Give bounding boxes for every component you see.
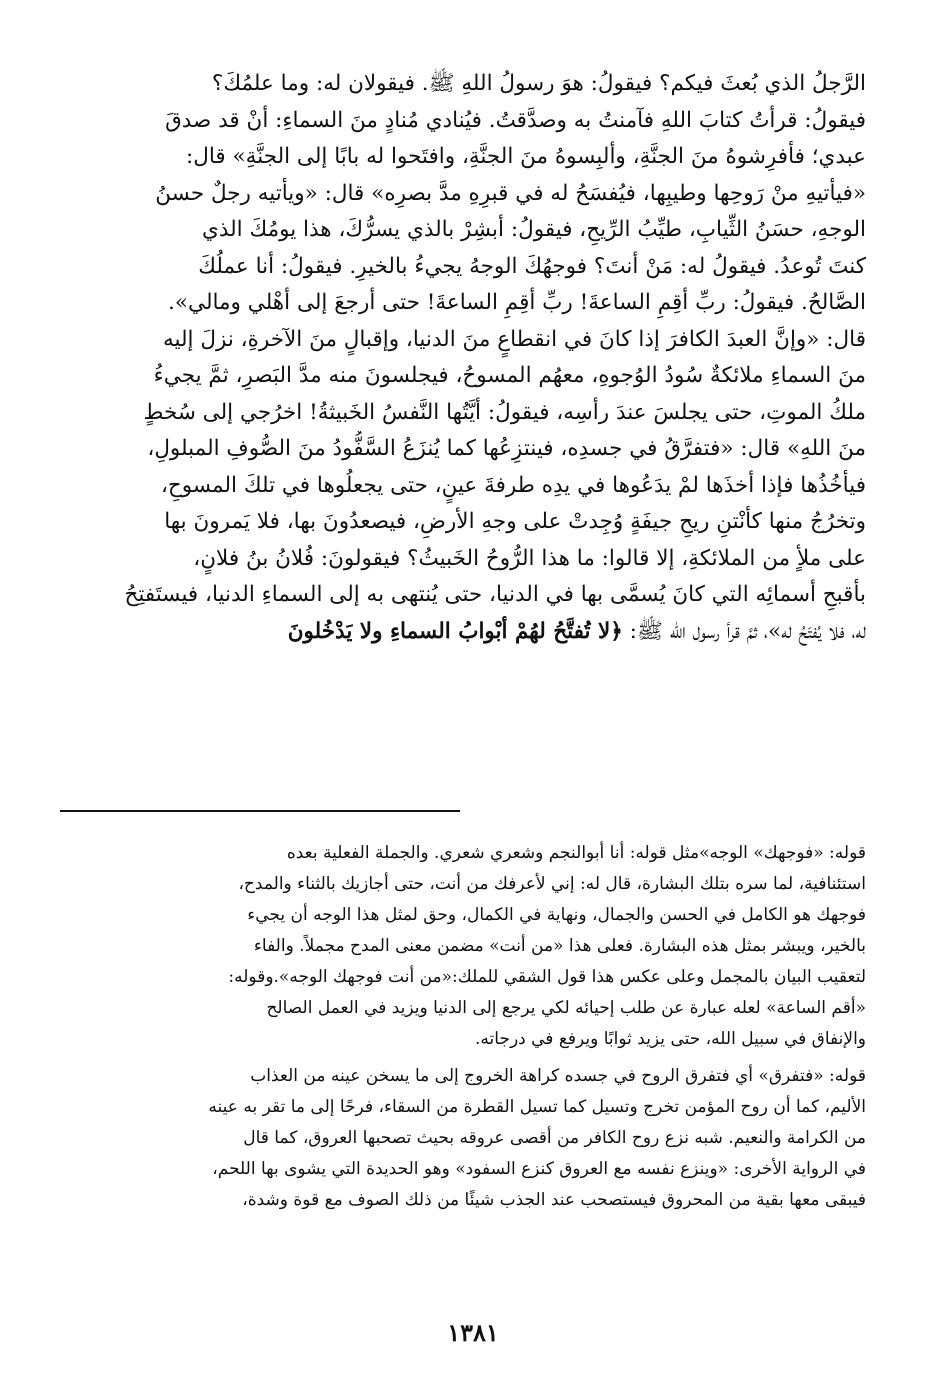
text-line-last — [70, 614, 866, 651]
footnote-paragraph — [70, 1061, 866, 1216]
text-line: الوجهِ، حسَنُ الثِّيابِ، طيِّبُ الرِّيحِ، فيقولُ: أبشِرْ بالذي يسرُّكَ، هذا يومُكَ الذي — [202, 217, 866, 242]
text-line: الصَّالحُ. فيقولُ: ربِّ أقِمِ الساعةَ! ربِّ أقِمِ الساعةَ! حتى أرجعَ إلى أهْلي ومالي». — [168, 290, 866, 315]
footnotes — [70, 838, 866, 1216]
footnote-line: قوله: «فتفرق» أي فتفرق الروح في جسده كراهة الخروج إلى ما يسخن عينه من العذاب — [250, 1066, 866, 1086]
footnote-line: الأليم، كما أن روح المؤمن تخرج وتسيل كما تسيل القطرة من السقاء، فرحًا إلى ما تقر به عينه — [208, 1097, 866, 1117]
text-line: فيقولُ: قرأتُ كتابَ اللهِ فآمنتُ به وصدَّقتُ. فيُنادي مُنادٍ منَ السماءِ: أنْ قد صدقَ — [165, 107, 866, 133]
text-line: الرَّجلُ الذي بُعثَ فيكم؟ فيقولُ: هوَ رسولُ اللهِ ﷺ. فيقولان له: وما علمُكَ؟ — [211, 71, 866, 96]
page-number: ١٣٨١ — [447, 1318, 499, 1347]
footnote-line: «أقم الساعة» لعله عبارة عن طلب إحيائه لكي يرجع إلى الدنيا ويزيد في العمل الصالح — [266, 998, 866, 1018]
text-line: فيأخُذُها فإذا أخذَها لمْ يدَعُوها في يدِه طرفةَ عينٍ، حتى يجعلُوها في تلكَ المسوحِ، — [160, 472, 866, 498]
footnote-divider — [60, 810, 460, 812]
text-line: وتخرُجُ منها كأنْتنِ ريحِ جيفَةٍ وُجِدتْ على وجهِ الأرضِ، فيصعدُونَ بها، فلا يَمرونَ بها — [164, 509, 866, 534]
footnote-line: من الكرامة والنعيم. شبه نزع روح الكافر من أقصى عروقه بحيث تصحبها العروق، كما قال — [243, 1128, 866, 1148]
footnote-line: فوجهك هو الكامل في الحسن والجمال، ونهاية في الكمال، وحق لمثل هذا الوجه أن يجيء — [247, 905, 866, 925]
text-line: قال: «وإنَّ العبدَ الكافرَ إذا كانَ في انقطاعٍ منَ الدنيا، وإقبالٍ منَ الآخرةِ، نزلَ إليه — [162, 326, 866, 352]
footnote-line: قوله: «فوجهك» الوجه»مثل قوله: أنا أبوالنجم وشعري شعري. والجملة الفعلية بعده — [286, 843, 866, 863]
text-line: كنتَ تُوعدُ. فيقولُ له: مَنْ أنتَ؟ فوجهُكَ الوجهُ يجيءُ بالخيرِ. فيقولُ: أنا عملُكَ — [198, 253, 866, 279]
hadith-text — [70, 66, 866, 650]
text-line: منَ السماءِ ملائكةٌ سُودُ الوُجوهِ، معهُم المسوحُ، فيجلسونَ منه مدَّ البَصرِ، ثمَّ يجيءُ — [153, 363, 866, 388]
text-line: بأقبحِ أسمائِه التي كانَ يُسمَّى بها في الدنيا، حتى يُنتهى به إلى السماءِ الدنيا، فيستَفتِحُ — [124, 582, 866, 607]
footnote-line: بالخير، ويبشر بمثل هذه البشارة. فعلى هذا «من أنت» مضمن معنى المدح مجملاً. والفاء — [253, 936, 866, 956]
quran-verse: ﴿لا تُفتَّحُ لهُمْ أبْوابُ السماءِ ولا يَدْخُلونَ — [287, 618, 623, 644]
footnote-line: فيبقى معها بقية من المحروق فيستصحب عند الجذب شيئًا من ذلك الصوف مع قوة وشدة، — [242, 1190, 866, 1210]
footnote-line: والإنفاق في سبيل الله، حتى يزيد ثوابًا ويرفع في درجاته. — [475, 1029, 866, 1049]
last-line-prefix: له، فلا يُفتَحُ له»، ثمَّ قرأ رسول الله ﷺ: — [622, 618, 866, 644]
footnote-line: في الرواية الأخرى: «وينزع نفسه مع العروق كنزع السفود» وهو الحديدة التي يشوى بها اللحم، — [212, 1159, 866, 1179]
text-line: «فيأتيهِ منْ رَوحِها وطيبِها، فيُفسَحُ له في قبرِهِ مدَّ بصرِه» قال: «ويأتيه رجلٌ حسنُ — [155, 180, 866, 206]
text-line: على ملأٍ من الملائكةِ، إلا قالوا: ما هذا الرُّوحُ الخَبيثُ؟ فيقولونَ: فُلانُ بنُ فلانٍ، — [193, 545, 866, 571]
text-line: ملكُ الموتِ، حتى يجلسَ عندَ رأسِه، فيقولُ: أيَّتُها النَّفسُ الخَبيثةُ! اخرُجي إلى سُخطٍ — [143, 399, 866, 425]
footnote-paragraph — [70, 838, 866, 1055]
text-line: منَ اللهِ» قال: «فتفرَّقُ في جسدِه، فينتزِعُها كما يُنزَعُ السَّفُّودُ منَ الصُّوفِ المبلولِ، — [147, 436, 866, 461]
footnote-line: استئنافية، لما سره بتلك البشارة، قال له: إني لأعرفك من أنت، حتى أجازيك بالثناء والمدح، — [238, 874, 866, 894]
text-line: عبدي؛ فأفرِشوهُ منَ الجنَّةِ، وألبِسوهُ منَ الجنَّةِ، وافتَحوا له بابًا إلى الجنَّةِ» قال: — [186, 144, 866, 169]
footnote-line: لتعقيب البيان بالمجمل وعلى عكس هذا قول الشقي للملك:«من أنت فوجهك الوجه».وقوله: — [228, 967, 866, 987]
